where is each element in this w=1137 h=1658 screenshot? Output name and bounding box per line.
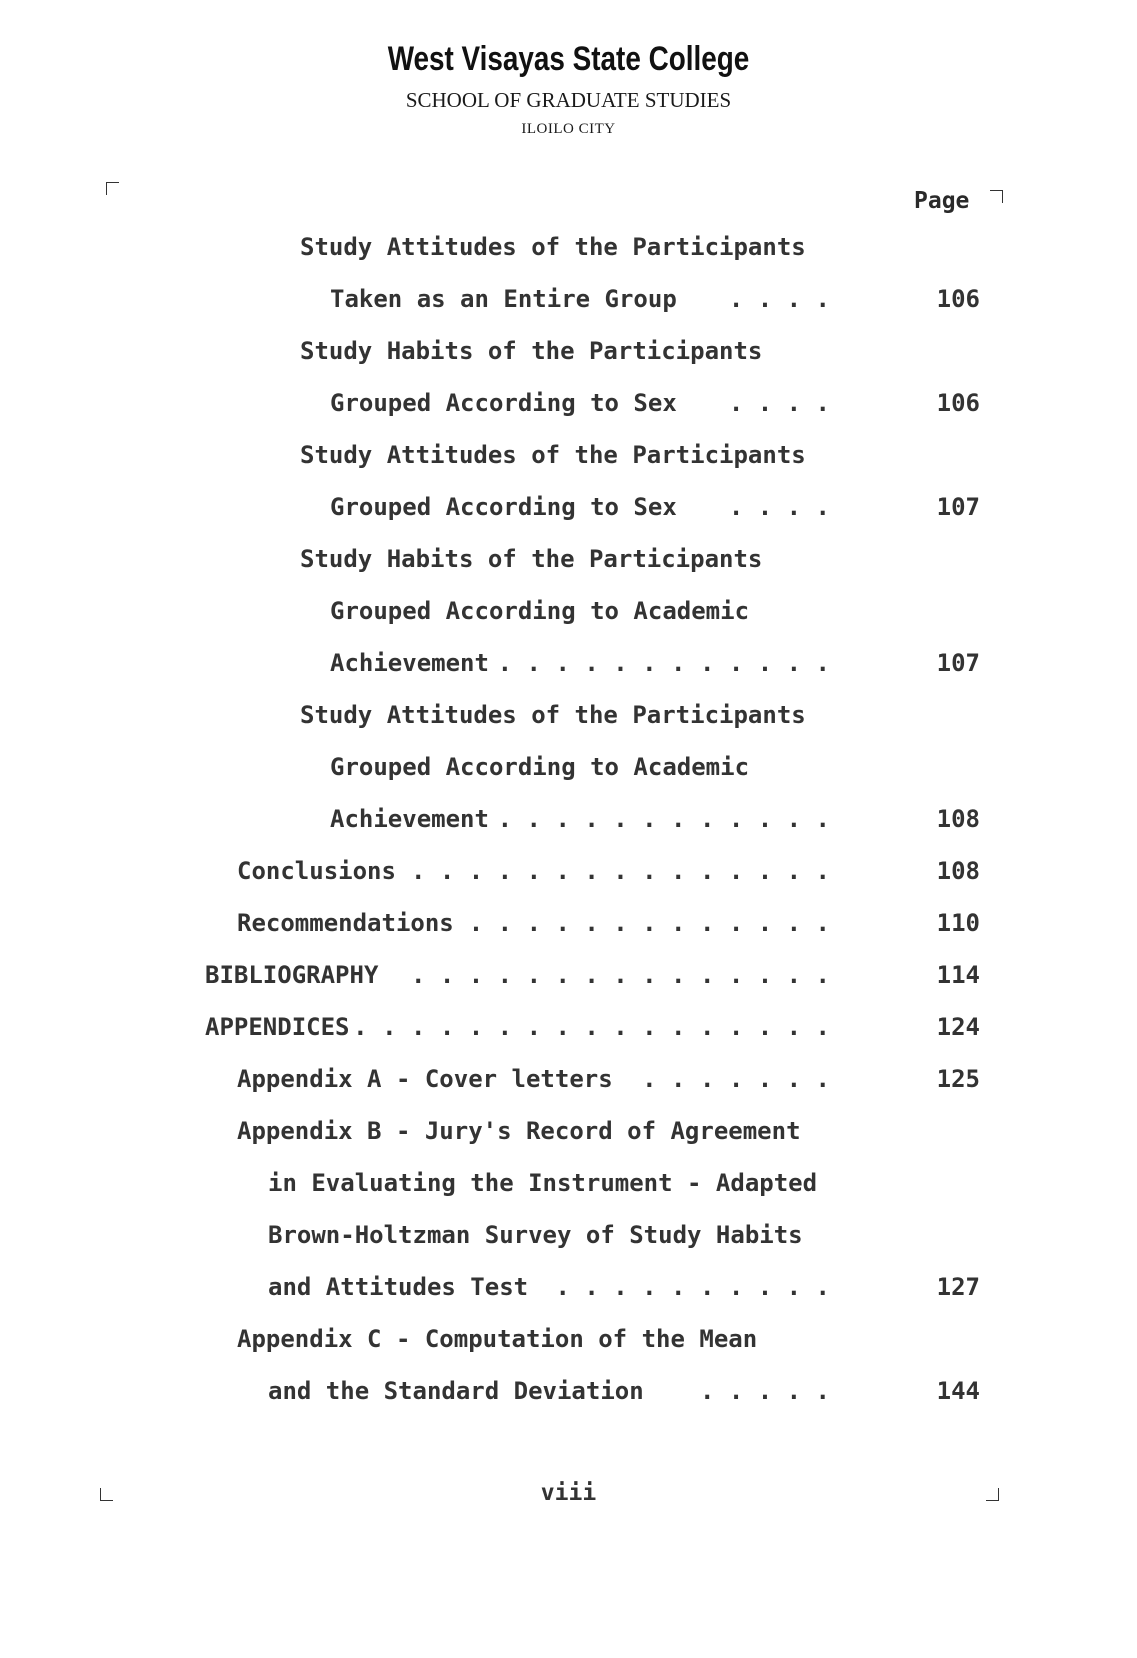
toc-line-text: Taken as an Entire Group	[330, 285, 677, 313]
toc-line	[205, 1010, 830, 1044]
toc-page-number: 127	[936, 1273, 980, 1301]
toc-line	[300, 334, 830, 368]
toc-line-text: Brown-Holtzman Survey of Study Habits	[268, 1221, 803, 1249]
toc-line-text: Study Habits of the Participants	[300, 337, 763, 365]
toc-leader-dots: . . . . . . . . . . . .	[497, 805, 830, 833]
toc-line	[268, 1218, 838, 1252]
toc-line	[300, 698, 830, 732]
toc-line	[330, 490, 830, 524]
toc-line	[300, 438, 830, 472]
toc-line-text: Grouped According to Academic	[330, 753, 750, 781]
toc-line-text: Study Attitudes of the Participants	[300, 701, 806, 729]
toc-page-number: 106	[936, 389, 980, 417]
toc-leader-dots: . . . . . . . . . . . . . . .	[410, 961, 830, 989]
toc-line	[330, 386, 830, 420]
toc-line-text: Achievement	[330, 805, 489, 833]
toc-page-number: 107	[936, 493, 980, 521]
toc-line-text: Grouped According to Sex	[330, 493, 677, 521]
toc-leader-dots: . . . . . . .	[642, 1065, 830, 1093]
toc-line-text: Appendix B - Jury's Record of Agreement	[237, 1117, 801, 1145]
toc-page-number: 108	[936, 857, 980, 885]
toc-line-text: in Evaluating the Instrument - Adapted	[268, 1169, 818, 1197]
toc-line	[330, 802, 830, 836]
toc-line-text: BIBLIOGRAPHY	[205, 961, 379, 989]
toc-line-text: and the Standard Deviation	[268, 1377, 644, 1405]
toc-line	[300, 542, 830, 576]
toc-line	[330, 594, 830, 628]
crop-mark-top-left	[106, 182, 119, 195]
toc-line-text: Appendix C - Computation of the Mean	[237, 1325, 758, 1353]
toc-leader-dots: . . . . . . . . . . . . . . . . .	[353, 1013, 830, 1041]
toc-page-number: 108	[936, 805, 980, 833]
toc-leader-dots: . . . . . . . . . .	[555, 1273, 830, 1301]
toc-line-text: Achievement	[330, 649, 489, 677]
toc-leader-dots: . . . . . . . . . . . .	[497, 649, 830, 677]
toc-line	[268, 1270, 830, 1304]
toc-line	[330, 646, 830, 680]
toc-page-number: 144	[936, 1377, 980, 1405]
toc-leader-dots: . . . .	[728, 285, 830, 313]
toc-leader-dots: . . . .	[728, 389, 830, 417]
toc-line-text: Recommendations	[237, 909, 454, 937]
toc-line	[237, 906, 830, 940]
toc-line	[300, 230, 830, 264]
toc-line	[237, 1114, 837, 1148]
toc-line-text: Study Habits of the Participants	[300, 545, 763, 573]
institution-title: West Visayas State College	[387, 40, 750, 78]
toc-page-number: 110	[936, 909, 980, 937]
roman-page-number: viii	[540, 1480, 597, 1506]
page-column-header: Page	[914, 188, 970, 214]
toc-page-number: 124	[936, 1013, 980, 1041]
toc-leader-dots: . . . . . . . . . . . . . . .	[410, 857, 830, 885]
toc-leader-dots: . . . .	[728, 493, 830, 521]
toc-line	[237, 1062, 830, 1096]
toc-page-number: 114	[936, 961, 980, 989]
toc-line-text: Study Attitudes of the Participants	[300, 441, 806, 469]
toc-line-text: Study Attitudes of the Participants	[300, 233, 806, 261]
toc-page-number: 125	[936, 1065, 980, 1093]
toc-line	[237, 854, 830, 888]
toc-line-text: Grouped According to Sex	[330, 389, 677, 417]
toc-line-text: Appendix A - Cover letters	[237, 1065, 613, 1093]
toc-line-text: and Attitudes Test	[268, 1273, 529, 1301]
toc-line	[205, 958, 830, 992]
toc-line	[330, 282, 830, 316]
toc-line-text: Conclusions	[237, 857, 396, 885]
crop-mark-top-right	[990, 190, 1003, 203]
toc-line	[237, 1322, 830, 1356]
toc-page-number: 107	[936, 649, 980, 677]
school-subtitle: SCHOOL OF GRADUATE STUDIES	[405, 88, 732, 112]
toc-page-number: 106	[936, 285, 980, 313]
toc-leader-dots: . . . . . . . . . . . . .	[468, 909, 830, 937]
city-label: ILOILO CITY	[521, 121, 616, 137]
toc-line	[268, 1166, 848, 1200]
toc-leader-dots: . . . . .	[699, 1377, 830, 1405]
toc-line	[268, 1374, 830, 1408]
toc-line-text: Grouped According to Academic	[330, 597, 750, 625]
toc-line	[330, 750, 830, 784]
toc-line-text: APPENDICES	[205, 1013, 350, 1041]
